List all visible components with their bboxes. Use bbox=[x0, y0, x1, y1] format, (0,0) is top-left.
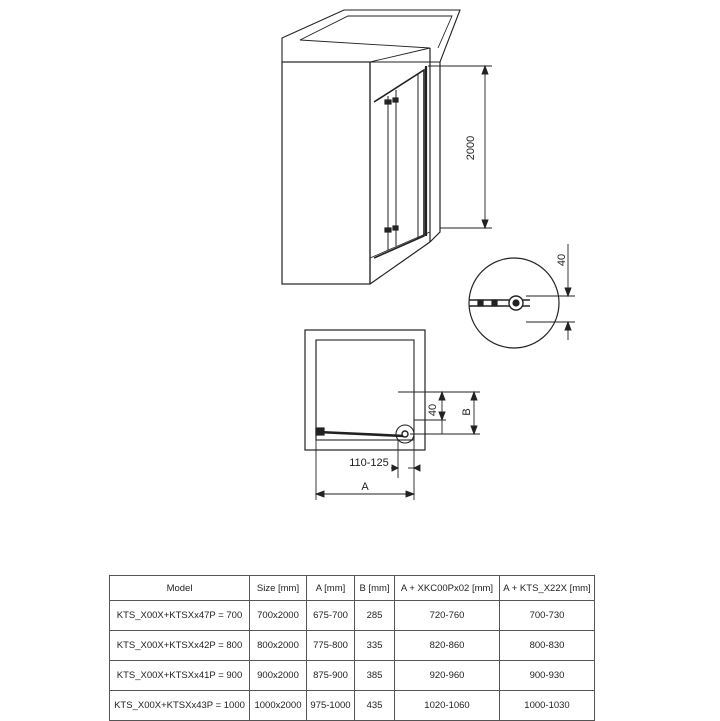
cell-a-kts: 800-830 bbox=[500, 631, 595, 661]
cell-a: 775-800 bbox=[307, 631, 355, 661]
header-a-kts: A + KTS_X22X [mm] bbox=[500, 576, 595, 601]
cell-a-xkc: 720-760 bbox=[395, 601, 500, 631]
enclosure-3d-view bbox=[282, 10, 460, 284]
table-header-row bbox=[110, 576, 595, 601]
cell-size: 1000x2000 bbox=[250, 691, 307, 721]
cell-model: KTS_X00X+KTSXx42P = 800 bbox=[110, 631, 250, 661]
plan-offset-label: 110-125 bbox=[349, 457, 389, 469]
table-row bbox=[110, 691, 595, 721]
header-b: B [mm] bbox=[355, 576, 395, 601]
height-label: 2000 bbox=[465, 135, 477, 161]
cell-a-kts: 700-730 bbox=[500, 601, 595, 631]
cell-model: KTS_X00X+KTSXx41P = 900 bbox=[110, 661, 250, 691]
plan-gap-label: 40 bbox=[427, 403, 439, 417]
cell-b: 335 bbox=[355, 631, 395, 661]
cell-a: 675-700 bbox=[307, 601, 355, 631]
header-a-xkc: A + XKC00Px02 [mm] bbox=[395, 576, 500, 601]
cell-a-kts: 900-930 bbox=[500, 661, 595, 691]
cell-size: 900x2000 bbox=[250, 661, 307, 691]
table-row bbox=[110, 631, 595, 661]
cell-a-xkc: 920-960 bbox=[395, 661, 500, 691]
cell-a-xkc: 1020-1060 bbox=[395, 691, 500, 721]
cell-size: 700x2000 bbox=[250, 601, 307, 631]
cell-model: KTS_X00X+KTSXx43P = 1000 bbox=[110, 691, 250, 721]
plan-b-label: B bbox=[461, 408, 473, 416]
cell-a: 975-1000 bbox=[307, 691, 355, 721]
detail-gap-label: 40 bbox=[556, 253, 568, 267]
header-size: Size [mm] bbox=[250, 576, 307, 601]
table-row bbox=[110, 661, 595, 691]
cell-a-kts: 1000-1030 bbox=[500, 691, 595, 721]
cell-b: 285 bbox=[355, 601, 395, 631]
spec-table bbox=[109, 575, 595, 721]
table-row bbox=[110, 601, 595, 631]
plan-view bbox=[305, 330, 480, 500]
cell-model: KTS_X00X+KTSXx47P = 700 bbox=[110, 601, 250, 631]
plan-a-label: A bbox=[361, 481, 369, 493]
cell-a: 875-900 bbox=[307, 661, 355, 691]
door-panels bbox=[374, 66, 426, 258]
header-a: A [mm] bbox=[307, 576, 355, 601]
cell-b: 435 bbox=[355, 691, 395, 721]
cell-b: 385 bbox=[355, 661, 395, 691]
cell-size: 800x2000 bbox=[250, 631, 307, 661]
cell-a-xkc: 820-860 bbox=[395, 631, 500, 661]
height-dimension bbox=[428, 66, 492, 228]
header-model: Model bbox=[110, 576, 250, 601]
